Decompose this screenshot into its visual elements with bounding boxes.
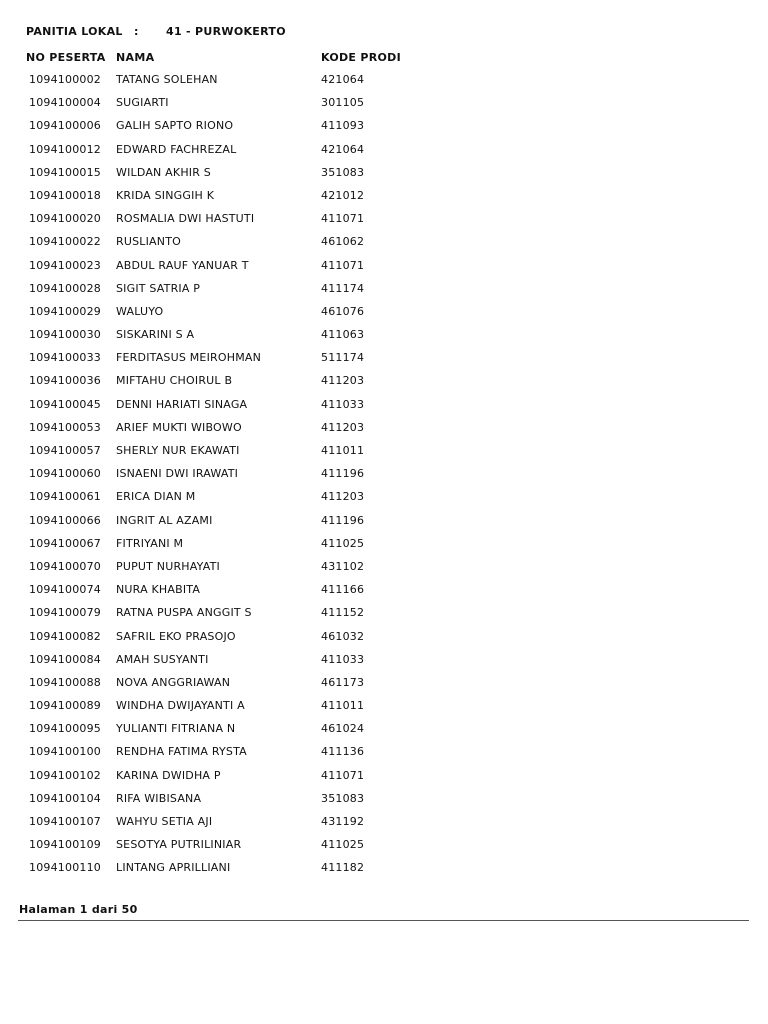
cell-kode-prodi: 411136 (321, 745, 365, 759)
cell-kode-prodi: 411182 (321, 861, 365, 875)
cell-no-peserta: 1094100100 (29, 745, 101, 759)
table-row (0, 769, 768, 792)
cell-nama: ARIEF MUKTI WIBOWO (116, 420, 242, 434)
cell-no-peserta: 1094100023 (29, 258, 101, 272)
column-header-nama: NAMA (116, 51, 155, 64)
cell-kode-prodi: 411033 (321, 397, 365, 411)
cell-kode-prodi: 421064 (321, 73, 365, 86)
cell-no-peserta: 1094100020 (29, 212, 101, 226)
table-row (0, 235, 768, 258)
cell-no-peserta: 1094100006 (29, 119, 101, 133)
cell-no-peserta: 1094100012 (29, 142, 101, 156)
cell-no-peserta: 1094100066 (29, 513, 101, 527)
cell-kode-prodi: 411203 (321, 490, 365, 504)
header-colon: : (134, 25, 139, 38)
cell-no-peserta: 1094100102 (29, 768, 101, 782)
cell-nama: FITRIYANI M (116, 536, 184, 550)
table-row (0, 815, 768, 838)
cell-nama: RATNA PUSPA ANGGIT S (116, 606, 252, 620)
cell-nama: RENDHA FATIMA RYSTA (116, 745, 247, 759)
cell-no-peserta: 1094100004 (29, 96, 101, 110)
table-row (0, 560, 768, 583)
participant-table (0, 73, 768, 885)
cell-kode-prodi: 411203 (321, 374, 365, 388)
table-row (0, 282, 768, 305)
cell-nama: DENNI HARIATI SINAGA (116, 397, 248, 411)
cell-kode-prodi: 411071 (321, 212, 365, 226)
cell-kode-prodi: 411093 (321, 119, 365, 133)
cell-kode-prodi: 421064 (321, 142, 365, 156)
cell-nama: WAHYU SETIA AJI (116, 815, 213, 828)
cell-no-peserta: 1094100028 (29, 281, 101, 295)
cell-no-peserta: 1094100110 (29, 861, 101, 875)
cell-kode-prodi: 301105 (321, 96, 365, 110)
cell-nama: ROSMALIA DWI HASTUTI (116, 212, 255, 226)
panitia-value: 41 - PURWOKERTO (166, 25, 286, 38)
cell-kode-prodi: 411196 (321, 513, 365, 527)
cell-no-peserta: 1094100109 (29, 838, 101, 852)
cell-nama: SHERLY NUR EKAWATI (116, 444, 240, 457)
cell-kode-prodi: 461076 (321, 304, 365, 318)
cell-kode-prodi: 411011 (321, 699, 365, 713)
cell-kode-prodi: 511174 (321, 351, 365, 365)
cell-no-peserta: 1094100061 (29, 490, 101, 504)
cell-nama: INGRIT AL AZAMI (116, 513, 213, 527)
cell-kode-prodi: 411071 (321, 258, 365, 272)
cell-no-peserta: 1094100057 (29, 444, 101, 457)
table-row (0, 467, 768, 490)
table-row (0, 119, 768, 142)
cell-no-peserta: 1094100015 (29, 165, 101, 179)
cell-nama: TATANG SOLEHAN (116, 73, 218, 86)
cell-no-peserta: 1094100074 (29, 583, 101, 597)
table-row (0, 398, 768, 421)
cell-nama: RIFA WIBISANA (116, 791, 202, 805)
cell-nama: EDWARD FACHREZAL (116, 142, 237, 156)
cell-nama: ISNAENI DWI IRAWATI (116, 467, 239, 481)
cell-kode-prodi: 411174 (321, 281, 365, 295)
cell-kode-prodi: 461062 (321, 235, 365, 249)
table-row (0, 189, 768, 212)
page-indicator: Halaman 1 dari 50 (19, 903, 138, 916)
table-row (0, 259, 768, 282)
cell-kode-prodi: 411166 (321, 583, 365, 597)
table-row (0, 537, 768, 560)
cell-kode-prodi: 431102 (321, 559, 365, 573)
cell-nama: KARINA DWIDHA P (116, 768, 221, 782)
table-row (0, 73, 768, 96)
cell-nama: NOVA ANGGRIAWAN (116, 675, 231, 689)
cell-nama: FERDITASUS MEIROHMAN (116, 351, 262, 365)
cell-kode-prodi: 411071 (321, 768, 365, 782)
cell-nama: LINTANG APRILLIANI (116, 861, 231, 875)
cell-nama: SESOTYA PUTRILINIAR (116, 838, 242, 852)
table-row (0, 96, 768, 119)
table-row (0, 490, 768, 513)
cell-kode-prodi: 461173 (321, 675, 365, 689)
cell-kode-prodi: 421012 (321, 188, 365, 202)
table-row (0, 328, 768, 351)
cell-kode-prodi: 411011 (321, 444, 365, 457)
cell-kode-prodi: 411196 (321, 467, 365, 481)
cell-no-peserta: 1094100033 (29, 351, 101, 365)
cell-kode-prodi: 411025 (321, 838, 365, 852)
table-row (0, 444, 768, 467)
cell-no-peserta: 1094100082 (29, 629, 101, 643)
cell-nama: RUSLIANTO (116, 235, 181, 249)
cell-nama: ERICA DIAN M (116, 490, 196, 504)
table-row (0, 699, 768, 722)
table-row (0, 305, 768, 328)
table-row (0, 351, 768, 374)
cell-no-peserta: 1094100095 (29, 722, 101, 736)
cell-kode-prodi: 351083 (321, 791, 365, 805)
table-row (0, 861, 768, 884)
cell-no-peserta: 1094100084 (29, 652, 101, 666)
cell-no-peserta: 1094100045 (29, 397, 101, 411)
cell-kode-prodi: 411025 (321, 536, 365, 550)
cell-no-peserta: 1094100030 (29, 328, 101, 342)
cell-no-peserta: 1094100079 (29, 606, 101, 620)
cell-nama: KRIDA SINGGIH K (116, 188, 215, 202)
cell-nama: NURA KHABITA (116, 583, 201, 597)
cell-nama: PUPUT NURHAYATI (116, 559, 220, 573)
cell-nama: GALIH SAPTO RIONO (116, 119, 234, 133)
table-row (0, 722, 768, 745)
cell-nama: SUGIARTI (116, 96, 169, 110)
cell-no-peserta: 1094100029 (29, 304, 101, 318)
table-row (0, 606, 768, 629)
cell-no-peserta: 1094100089 (29, 699, 101, 713)
table-row (0, 143, 768, 166)
table-row (0, 745, 768, 768)
panitia-label: PANITIA LOKAL (26, 25, 123, 38)
cell-no-peserta: 1094100060 (29, 467, 101, 481)
cell-nama: SIGIT SATRIA P (116, 281, 201, 295)
cell-kode-prodi: 411063 (321, 328, 365, 342)
table-row (0, 374, 768, 397)
table-row (0, 166, 768, 189)
table-row (0, 838, 768, 861)
table-row (0, 421, 768, 444)
table-row (0, 212, 768, 235)
cell-kode-prodi: 461032 (321, 629, 365, 643)
cell-nama: WILDAN AKHIR S (116, 165, 211, 179)
cell-kode-prodi: 351083 (321, 165, 365, 179)
cell-no-peserta: 1094100104 (29, 791, 101, 805)
table-row (0, 583, 768, 606)
cell-kode-prodi: 411203 (321, 420, 365, 434)
cell-no-peserta: 1094100088 (29, 675, 101, 689)
cell-nama: MIFTAHU CHOIRUL B (116, 374, 233, 388)
cell-no-peserta: 1094100053 (29, 420, 101, 434)
cell-nama: ABDUL RAUF YANUAR T (116, 258, 249, 272)
cell-nama: SISKARINI S A (116, 328, 195, 342)
cell-nama: YULIANTI FITRIANA N (116, 722, 236, 736)
cell-nama: WALUYO (116, 304, 164, 318)
cell-nama: AMAH SUSYANTI (116, 652, 209, 666)
column-header-no-peserta: NO PESERTA (26, 51, 106, 64)
cell-kode-prodi: 411152 (321, 606, 365, 620)
cell-no-peserta: 1094100022 (29, 235, 101, 249)
document-header (26, 25, 286, 38)
cell-kode-prodi: 411033 (321, 652, 365, 666)
cell-no-peserta: 1094100018 (29, 188, 101, 202)
table-row (0, 630, 768, 653)
cell-nama: WINDHA DWIJAYANTI A (116, 699, 245, 713)
cell-no-peserta: 1094100036 (29, 374, 101, 388)
cell-nama: SAFRIL EKO PRASOJO (116, 629, 236, 643)
cell-no-peserta: 1094100002 (29, 73, 101, 86)
table-row (0, 514, 768, 537)
table-row (0, 676, 768, 699)
cell-kode-prodi: 431192 (321, 815, 365, 828)
cell-no-peserta: 1094100067 (29, 536, 101, 550)
cell-kode-prodi: 461024 (321, 722, 365, 736)
table-row (0, 792, 768, 815)
table-row (0, 653, 768, 676)
cell-no-peserta: 1094100107 (29, 815, 101, 828)
cell-no-peserta: 1094100070 (29, 559, 101, 573)
column-header-kode-prodi: KODE PRODI (321, 51, 401, 64)
footer-divider (18, 920, 749, 921)
